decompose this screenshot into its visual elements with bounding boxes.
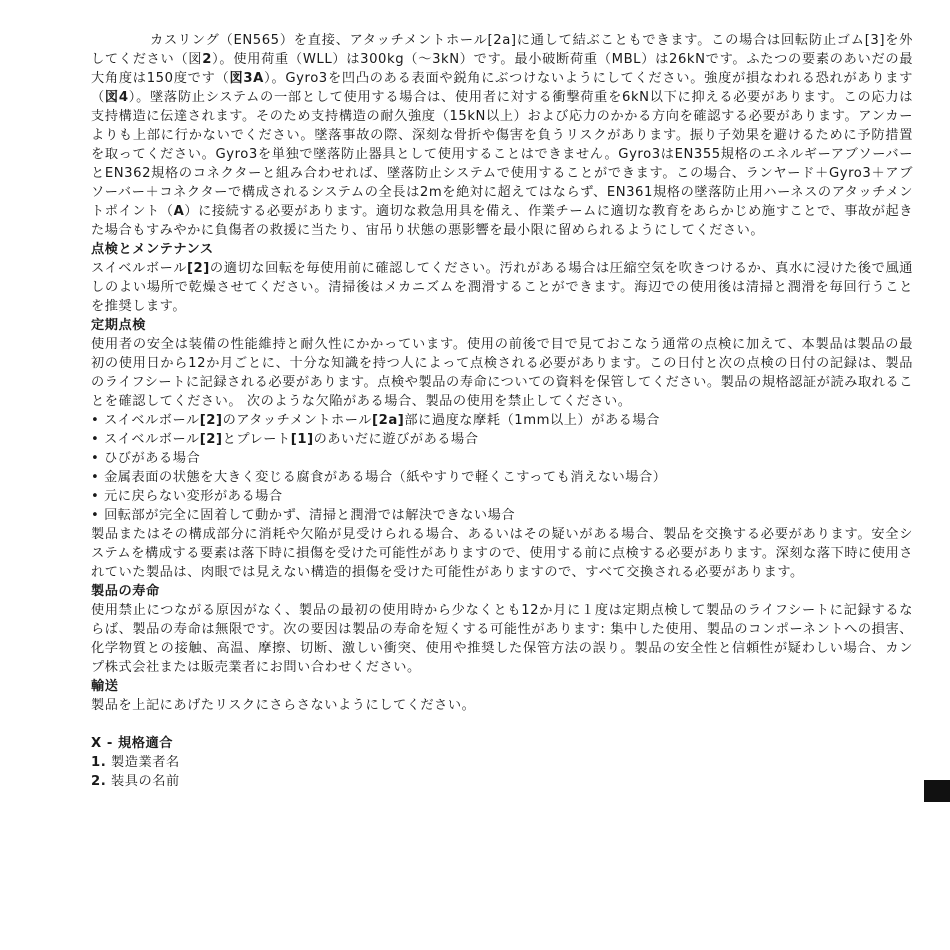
maintenance-heading: 点検とメンテナンス (91, 242, 214, 257)
replacement-paragraph: 製品またはその構成部分に消耗や欠陥が見受けられる場合、あるいはその疑いがある場合、製品を交換する必要があります。安全システムを構成する要素は落下時に損傷を受けた可能性がありますので、使用する前に点検する必要があります。深刻な落下時に使用されていた製品は、肉眼では見えない構造的損傷を受けた可能性がありますので、すべて交換される必要があります。 (91, 527, 913, 580)
manual-page (91, 31, 913, 791)
transport-paragraph: 製品を上記にあげたリスクにさらさないようにしてください。 (91, 698, 476, 713)
periodic-inspection-paragraph: 使用者の安全は装備の性能維持と耐久性にかかっています。使用の前後で目で見ておこなう通常の点検に加えて、本製品は製品の最初の使用日から12か月ごとに、十分な知識を持つ人によって点検される必要があります。この日付と次の点検の日付の記録は、製品のライフシートに記録される必要があります。点検や製品の寿命についての資料を保管してください。製品の規格認証が読み取れることを確認してください。 次のような欠陥がある場合、製品の使用を禁止してください。 (91, 337, 913, 409)
conformity-item-number: 2. (91, 774, 107, 789)
defect-item: • スイベルボール[2]とプレート[1]のあいだに遊びがある場合 (91, 432, 479, 447)
defect-list (91, 411, 913, 525)
conformity-item (91, 753, 913, 772)
defect-item: • 元に戻らない変形がある場合 (91, 489, 283, 504)
periodic-inspection-heading: 定期点検 (91, 318, 146, 333)
defect-item: • 回転部が完全に固着して動かず、清掃と潤滑では解決できない場合 (91, 508, 516, 523)
defect-item: • ひびがある場合 (91, 451, 201, 466)
transport-heading: 輸送 (91, 679, 119, 694)
conformity-heading: X - 規格適合 (91, 736, 173, 751)
conformity-item-label: 製造業者名 (106, 755, 180, 770)
product-life-heading: 製品の寿命 (91, 584, 160, 599)
section-spacer (91, 715, 913, 734)
conformity-item-label: 装具の名前 (106, 774, 180, 789)
product-life-paragraph: 使用禁止につながる原因がなく、製品の最初の使用時から少なくとも12か月に１度は定期点検して製品のライフシートに記録するならば、製品の寿命は無限です。次の要因は製品の寿命を短くする可能性があります: 集中した使用、製品のコンポーネントへの損害、化学物質との接触、高温、摩擦、切断、激しい衝突、使用や推奨した保管方法の誤り。製品の安全性と信頼性が疑わしい場合、カンプ株式会社または販売業者にお問い合わせください。 (91, 603, 913, 675)
usage-paragraph: カスリング（EN565）を直接、アタッチメントホール[2a]に通して結ぶこともできます。この場合は回転防止ゴム[3]を外してください（図2）。使用荷重（WLL）は300kg（〜3kN）です。最小破断荷重（MBL）は26kNです。ふたつの要素のあいだの最大角度は150度です（図3A）。Gyro3を凹凸のある表面や鋭角にぶつけないようにしてください。強度が損なわれる恐れがあります（図4）。墜落防止システムの一部として使用する場合は、使用者に対する衝撃荷重を6kN以下に抑える必要があります。この応力は支持構造に伝達されます。そのため支持構造の耐久強度（15kN以上）および応力のかかる方向を確認する必要があります。アンカーよりも上部に行かないでください。墜落事故の際、深刻な骨折や傷害を負うリスクがあります。振り子効果を避けるために予防措置を取ってください。Gyro3を単独で墜落防止器具として使用することはできません。Gyro3はEN355規格のエネルギーアブソーバーとEN362規格のコネクターと組み合わせれば、墜落防止システムで使用することができます。この場合、ランヤード＋Gyro3＋アブソーバー＋コネクターで構成されるシステムの全長は2mを絶対に超えてはならず、EN361規格の墜落防止用ハーネスのアタッチメントポイント（A）に接続する必要があります。適切な救急用具を備え、作業チームに適切な教育をあらかじめ施すことで、事故が起きた場合もすみやかに負傷者の救援に当たり、宙吊り状態の悪影響を最小限に留められるようにしてください。 (91, 33, 913, 238)
page-edge-tab-marker (924, 780, 950, 802)
conformity-item (91, 772, 913, 791)
defect-item: • 金属表面の状態を大きく変じる腐食がある場合（紙やすりで軽くこすっても消えない場合） (91, 470, 667, 485)
conformity-item-number: 1. (91, 755, 107, 770)
maintenance-paragraph: スイベルボール[2]の適切な回転を毎使用前に確認してください。汚れがある場合は圧縮空気を吹きつけるか、真水に浸けた後で風通しのよい場所で乾燥させてください。清掃後はメカニズムを潤滑することができます。海辺での使用後は清掃と潤滑を毎回行うことを推奨します。 (91, 261, 913, 314)
defect-item: • スイベルボール[2]のアタッチメントホール[2a]部に過度な摩耗（1mm以上）がある場合 (91, 413, 660, 428)
